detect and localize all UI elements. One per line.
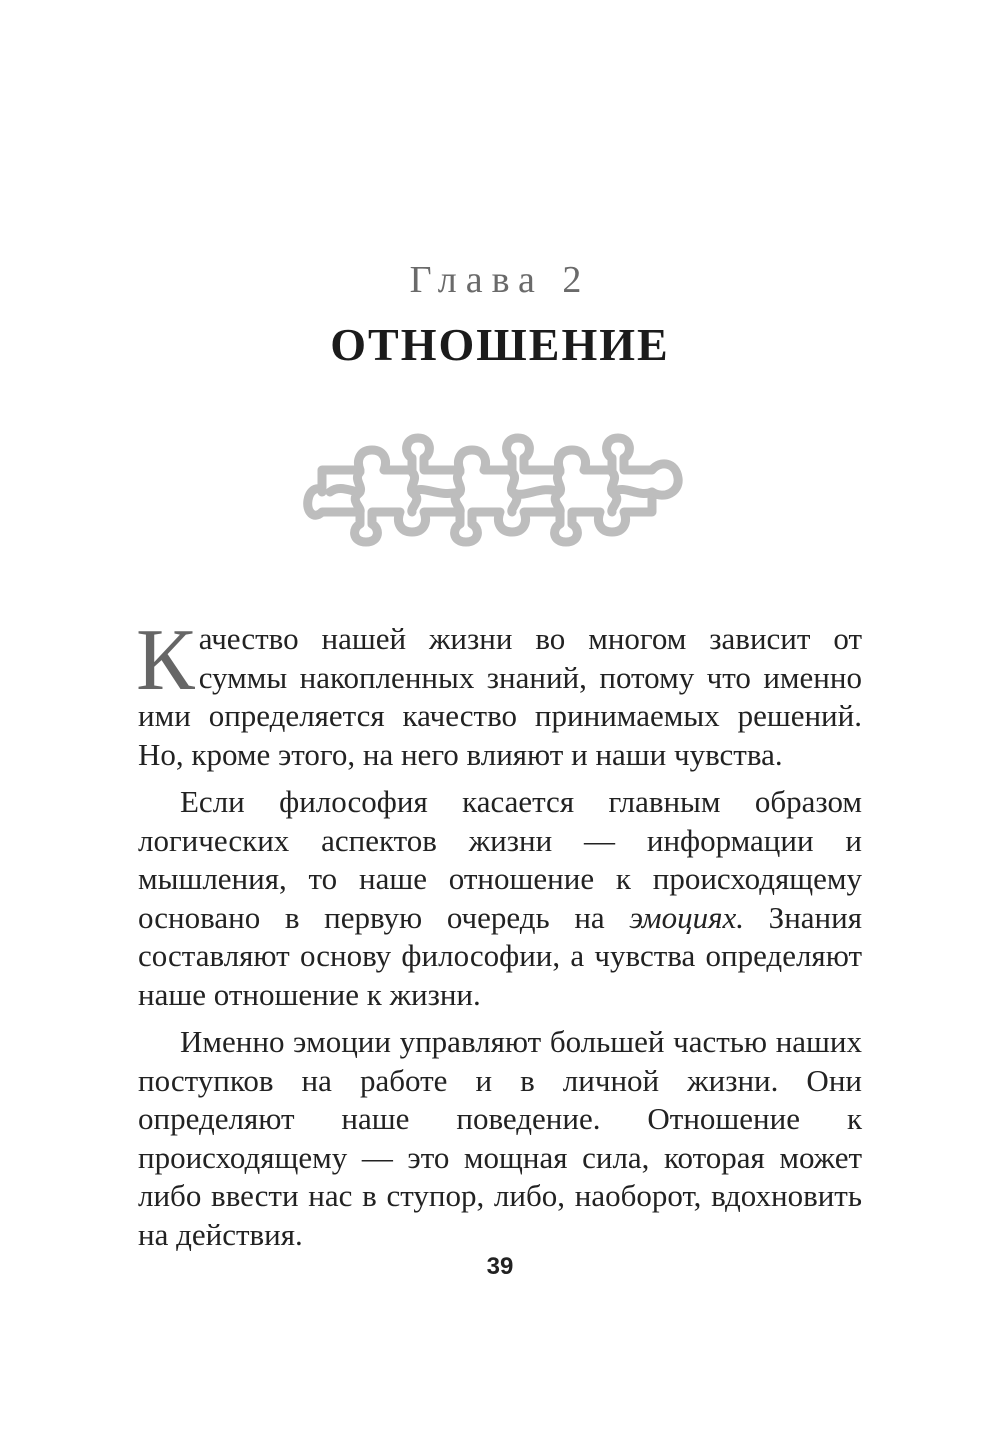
paragraph-1 (136, 612, 862, 774)
paragraph-3 (138, 1023, 862, 1254)
chapter-title: ОТНОШЕНИЕ (330, 319, 670, 370)
drop-cap: К (136, 612, 195, 709)
paragraph-2-text: Если философия касается главным образом логических аспектов жизни — информации и мышления, то наше отношение к происходящему основано в первую очередь на (138, 784, 862, 935)
emphasis-text: эмоциях. (629, 899, 745, 935)
paragraph-2 (138, 783, 862, 1014)
puzzle-pieces-icon (300, 420, 700, 550)
paragraph-3-text: Именно эмоции управляют большей частью наших поступков на работе и в личной жизни. Они определяют наше поведение. Отношение к происходящему — это мощная сила, которая может либо ввести нас в ступор, либо, наоборот, вдохновить на действия. (138, 1024, 862, 1252)
paragraph-2-text-end: Знания составляют основу философии, а чувства определяют наше отношение к жизни. (138, 899, 862, 1012)
body-text (136, 612, 862, 1254)
page-number: 39 (486, 1253, 514, 1280)
paragraph-1-text: ачество нашей жизни во многом зависит от суммы накопленных знаний, потому что именно ими определяется качество принимаемых решений. Но, кроме этого, на него влияют и наши чувства. (138, 621, 862, 772)
chapter-label: Глава 2 (409, 259, 591, 301)
